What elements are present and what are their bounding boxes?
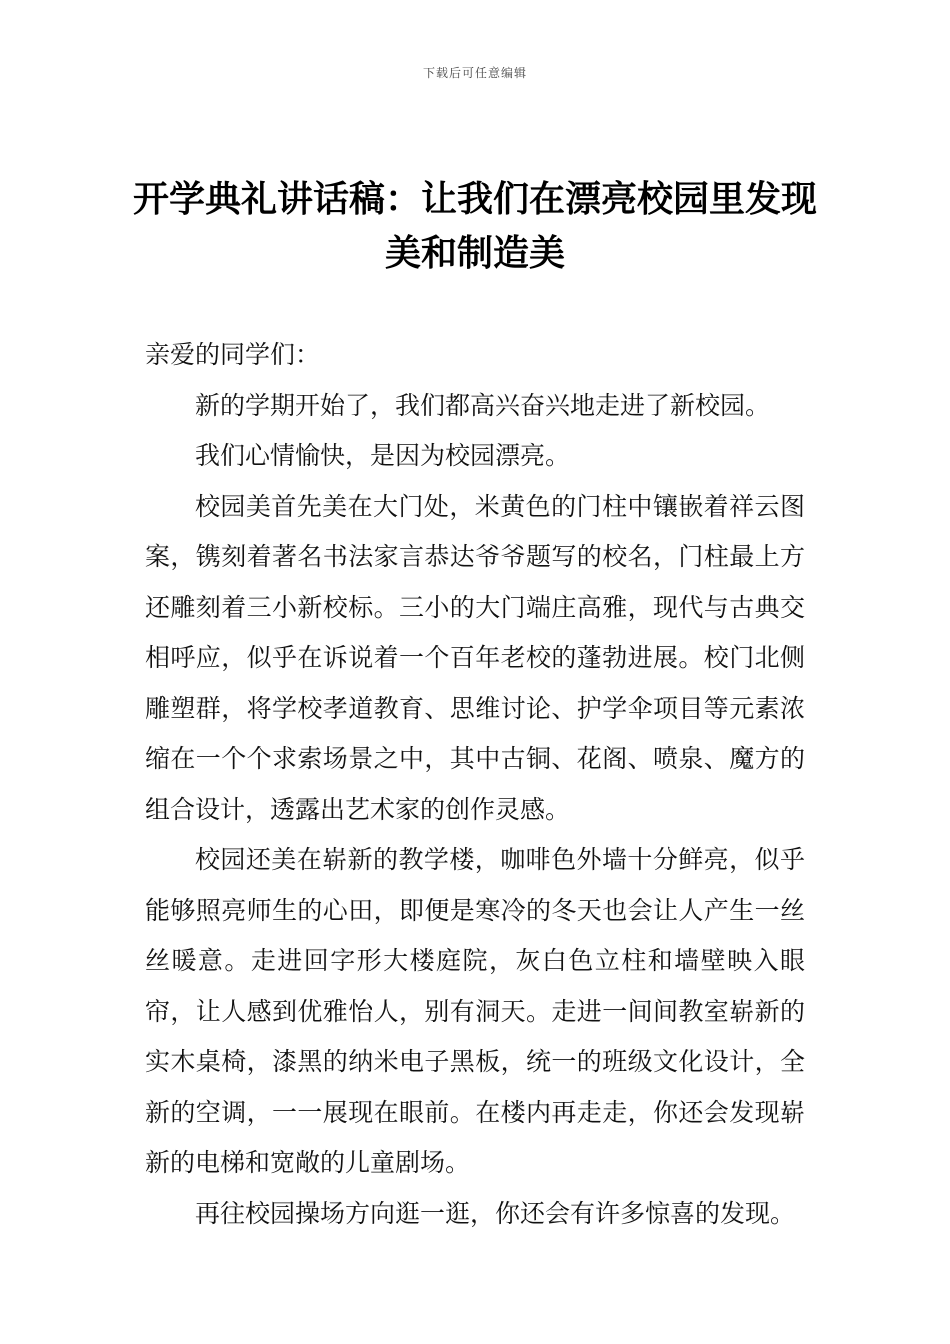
paragraph-2: 我们心情愉快，是因为校园漂亮。 — [195, 441, 571, 470]
salutation: 亲爱的同学们： — [145, 340, 321, 369]
paragraph-1: 新的学期开始了，我们都高兴奋兴地走进了新校园。 — [195, 390, 771, 420]
document-body — [145, 330, 805, 1239]
paragraph-3: 校园美首先美在大门处，米黄色的门柱中镶嵌着祥云图案，镌刻着著名书法家言恭达爷爷题写的校名，门柱最上方还雕刻着三小新校标。三小的大门端庄高雅，现代与古典交相呼应，似乎在诉说着一个百年老校的蓬勃进展。校门北侧雕塑群，将学校孝道教育、思维讨论、护学伞项目等元素浓缩在一个个求索场景之中，其中古铜、花阁、喷泉、魔方的组合设计，透露出艺术家的创作灵感。 — [145, 491, 805, 824]
paragraph-4: 校园还美在崭新的教学楼，咖啡色外墙十分鲜亮，似乎能够照亮师生的心田，即便是寒冷的冬天也会让人产生一丝丝暖意。走进回字形大楼庭院，灰白色立柱和墙壁映入眼帘，让人感到优雅怡人，别有洞天。走进一间间教室崭新的实木桌椅，漆黑的纳米电子黑板，统一的班级文化设计，全新的空调，一一展现在眼前。在楼内再走走，你还会发现崭新的电梯和宽敞的儿童剧场。 — [145, 845, 805, 1177]
paragraph-5: 再往校园操场方向逛一逛，你还会有许多惊喜的发现。 — [195, 1198, 796, 1228]
document-title: 开学典礼讲话稿：让我们在漂亮校园里发现美和制造美 — [132, 178, 817, 274]
header-note: 下载后可任意编辑 — [422, 66, 527, 80]
